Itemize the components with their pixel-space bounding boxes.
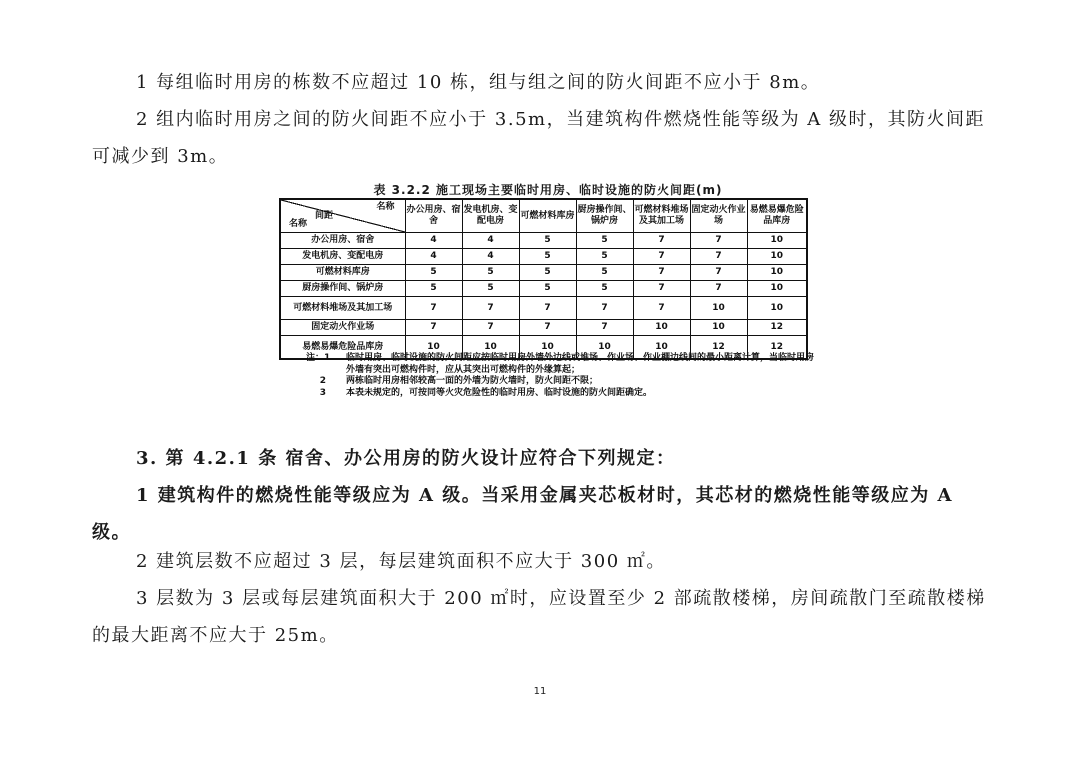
- paragraph-clause-3: 3 层数为 3 层或每层建筑面积大于 200 ㎡时，应设置至少 2 部疏散楼梯，房间疏散门至疏散楼梯的最大距离不应大于 25m。: [92, 588, 986, 646]
- table-cell: 10: [405, 336, 462, 360]
- table-cell: 4: [462, 249, 519, 265]
- table-cell: 10: [747, 233, 807, 249]
- table-cell: 7: [519, 320, 576, 336]
- note-text: 临时用房、临时设施的防火间距应按临时用房外墙外边线或堆场、作业场、作业棚边线间的最小距离计算，当临时用房外墙有突出可燃构件时，应从其突出可燃构件的外缘算起；: [346, 353, 815, 375]
- table-header-row: [280, 199, 807, 233]
- note-label: 2: [319, 376, 326, 386]
- table-cell: 4: [405, 233, 462, 249]
- table-cell: 7: [576, 320, 633, 336]
- table-cell: 12: [747, 320, 807, 336]
- column-header: 可燃材料库房: [519, 199, 576, 233]
- table-cell: 5: [519, 265, 576, 281]
- table-cell: 10: [747, 297, 807, 320]
- table-cell: 10: [690, 320, 747, 336]
- table-cell: 7: [405, 320, 462, 336]
- table-cell: 12: [690, 336, 747, 360]
- table-cell: 5: [576, 265, 633, 281]
- column-header: 发电机房、变配电房: [462, 199, 519, 233]
- table-cell: 7: [633, 249, 690, 265]
- table-cell: 12: [747, 336, 807, 360]
- table-cell: 5: [576, 249, 633, 265]
- table-cell: 7: [519, 297, 576, 320]
- table-cell: 10: [633, 320, 690, 336]
- table-cell: 5: [519, 249, 576, 265]
- column-header: 办公用房、宿舍: [405, 199, 462, 233]
- corner-label-bottom: 名称: [289, 219, 308, 229]
- table-cell: 7: [633, 297, 690, 320]
- corner-label-top: 名称: [376, 202, 395, 212]
- table-cell: 10: [633, 336, 690, 360]
- table-cell: 5: [519, 233, 576, 249]
- row-name: 固定动火作业场: [280, 320, 405, 336]
- paragraph-clause-2: 2 建筑层数不应超过 3 层，每层建筑面积不应大于 300 ㎡。: [136, 551, 666, 572]
- table-cell: 10: [462, 336, 519, 360]
- table-notes: [306, 353, 816, 399]
- row-name: 发电机房、变配电房: [280, 249, 405, 265]
- row-name: 可燃材料堆场及其加工场: [280, 297, 405, 320]
- paragraph-clause-1: 1 建筑构件的燃烧性能等级应为 A 级。当采用金属夹芯板材时，其芯材的燃烧性能等级应为 A 级。: [92, 485, 954, 543]
- paragraph-rule-1: 1 每组临时用房的栋数不应超过 10 栋，组与组之间的防火间距不应小于 8m。: [136, 72, 821, 93]
- table-cell: 10: [747, 265, 807, 281]
- row-name: 易燃易爆危险品库房: [280, 336, 405, 360]
- table-corner-header: [280, 199, 405, 233]
- note-text: 两栋临时用房相邻较高一面的外墙为防火墙时，防火间距不限；: [346, 376, 599, 386]
- table-cell: 10: [576, 336, 633, 360]
- table-cell: 7: [633, 281, 690, 297]
- fire-distance-table: [279, 198, 808, 360]
- row-name: 可燃材料库房: [280, 265, 405, 281]
- note-text: 本表未规定的，可按同等火灾危险性的临时用房、临时设施的防火间距确定。: [346, 387, 653, 398]
- table-cell: 7: [690, 281, 747, 297]
- column-header: 易燃易爆危险品库房: [747, 199, 807, 233]
- table-cell: 5: [462, 281, 519, 297]
- table-cell: 10: [519, 336, 576, 360]
- table-note: [306, 388, 816, 400]
- table-cell: 7: [690, 249, 747, 265]
- row-name: 厨房操作间、锅炉房: [280, 281, 405, 297]
- table-cell: 5: [576, 281, 633, 297]
- column-header: 厨房操作间、锅炉房: [576, 199, 633, 233]
- table-cell: 7: [462, 297, 519, 320]
- table-cell: 10: [747, 249, 807, 265]
- table-cell: 5: [405, 265, 462, 281]
- table-cell: 7: [690, 265, 747, 281]
- table-row: [280, 233, 807, 249]
- page-number: 11: [533, 686, 547, 697]
- corner-label-mid: 间距: [315, 211, 334, 221]
- table-cell: 5: [576, 233, 633, 249]
- section-heading-4-2-1: 3. 第 4.2.1 条 宿舍、办公用房的防火设计应符合下列规定：: [136, 448, 676, 469]
- table-cell: 5: [405, 281, 462, 297]
- table-cell: 7: [633, 265, 690, 281]
- table-row: [280, 249, 807, 265]
- table-cell: 7: [576, 297, 633, 320]
- column-header: 可燃材料堆场及其加工场: [633, 199, 690, 233]
- table-cell: 7: [462, 320, 519, 336]
- table-note: [306, 353, 816, 376]
- table-note: [306, 376, 816, 388]
- row-name: 办公用房、宿舍: [280, 233, 405, 249]
- table-cell: 7: [633, 233, 690, 249]
- table-cell: 10: [747, 281, 807, 297]
- table-row: [280, 320, 807, 336]
- table-row: [280, 297, 807, 320]
- table-cell: 10: [690, 297, 747, 320]
- table-row: [280, 281, 807, 297]
- note-label: 3: [319, 387, 326, 398]
- table-cell: 7: [405, 297, 462, 320]
- table-title: 表 3.2.2 施工现场主要临时用房、临时设施的防火间距(m): [373, 183, 723, 197]
- table-cell: 7: [690, 233, 747, 249]
- note-label: 注：1: [306, 353, 331, 363]
- column-header: 固定动火作业场: [690, 199, 747, 233]
- table-cell: 4: [462, 233, 519, 249]
- table-cell: 5: [519, 281, 576, 297]
- paragraph-rule-2: 2 组内临时用房之间的防火间距不应小于 3.5m，当建筑构件燃烧性能等级为 A 级时，其防火间距可减少到 3m。: [92, 109, 986, 167]
- table-cell: 5: [462, 265, 519, 281]
- table-row: [280, 265, 807, 281]
- table-cell: 4: [405, 249, 462, 265]
